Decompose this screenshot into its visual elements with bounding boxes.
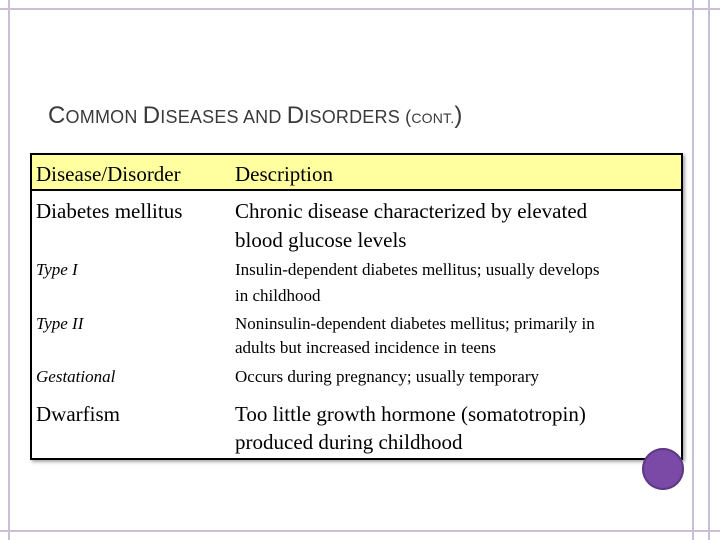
row-desc-type2-line2: adults but increased incidence in teens xyxy=(235,338,497,357)
frame-line-left xyxy=(8,0,10,540)
title-part-3: D xyxy=(142,102,161,129)
row-name-dwarfism: Dwarfism xyxy=(36,402,120,426)
row-name-type2: Type II xyxy=(36,314,84,333)
title-part-8: ) xyxy=(454,102,463,129)
title-part-6: ISORDERS ( xyxy=(304,107,412,127)
row-desc-type1-line2: in childhood xyxy=(235,286,321,305)
frame-line-bottom xyxy=(0,530,720,532)
row-name-gestational: Gestational xyxy=(36,367,116,386)
slide-title xyxy=(48,102,463,130)
frame-line-top xyxy=(0,8,720,10)
disease-table xyxy=(30,153,683,460)
row-desc-type1-line1: Insulin-dependent diabetes mellitus; usually develops xyxy=(235,260,600,279)
row-desc-dwarfism-line2: produced during childhood xyxy=(235,430,463,454)
row-desc-diabetes-line2: blood glucose levels xyxy=(235,228,407,252)
header-disease: Disease/Disorder xyxy=(36,162,181,186)
frame-line-right-inner xyxy=(692,0,694,540)
row-desc-gestational: Occurs during pregnancy; usually temporary xyxy=(235,367,540,386)
title-part-1: C xyxy=(48,102,66,129)
title-part-7: CONT. xyxy=(411,110,455,126)
purple-circle-badge xyxy=(642,448,684,490)
title-part-5: D xyxy=(286,102,305,129)
title-part-2: OMMON xyxy=(65,107,143,127)
row-desc-dwarfism-line1: Too little growth hormone (somatotropin) xyxy=(235,402,586,426)
header-description: Description xyxy=(235,162,333,186)
row-name-diabetes: Diabetes mellitus xyxy=(36,199,183,223)
frame-line-right-outer xyxy=(708,0,710,540)
title-part-4: ISEASES AND xyxy=(160,107,287,127)
row-desc-type2-line1: Noninsulin-dependent diabetes mellitus; primarily in xyxy=(235,314,595,333)
row-desc-diabetes-line1: Chronic disease characterized by elevated xyxy=(235,199,588,223)
row-name-type1: Type I xyxy=(36,260,78,279)
